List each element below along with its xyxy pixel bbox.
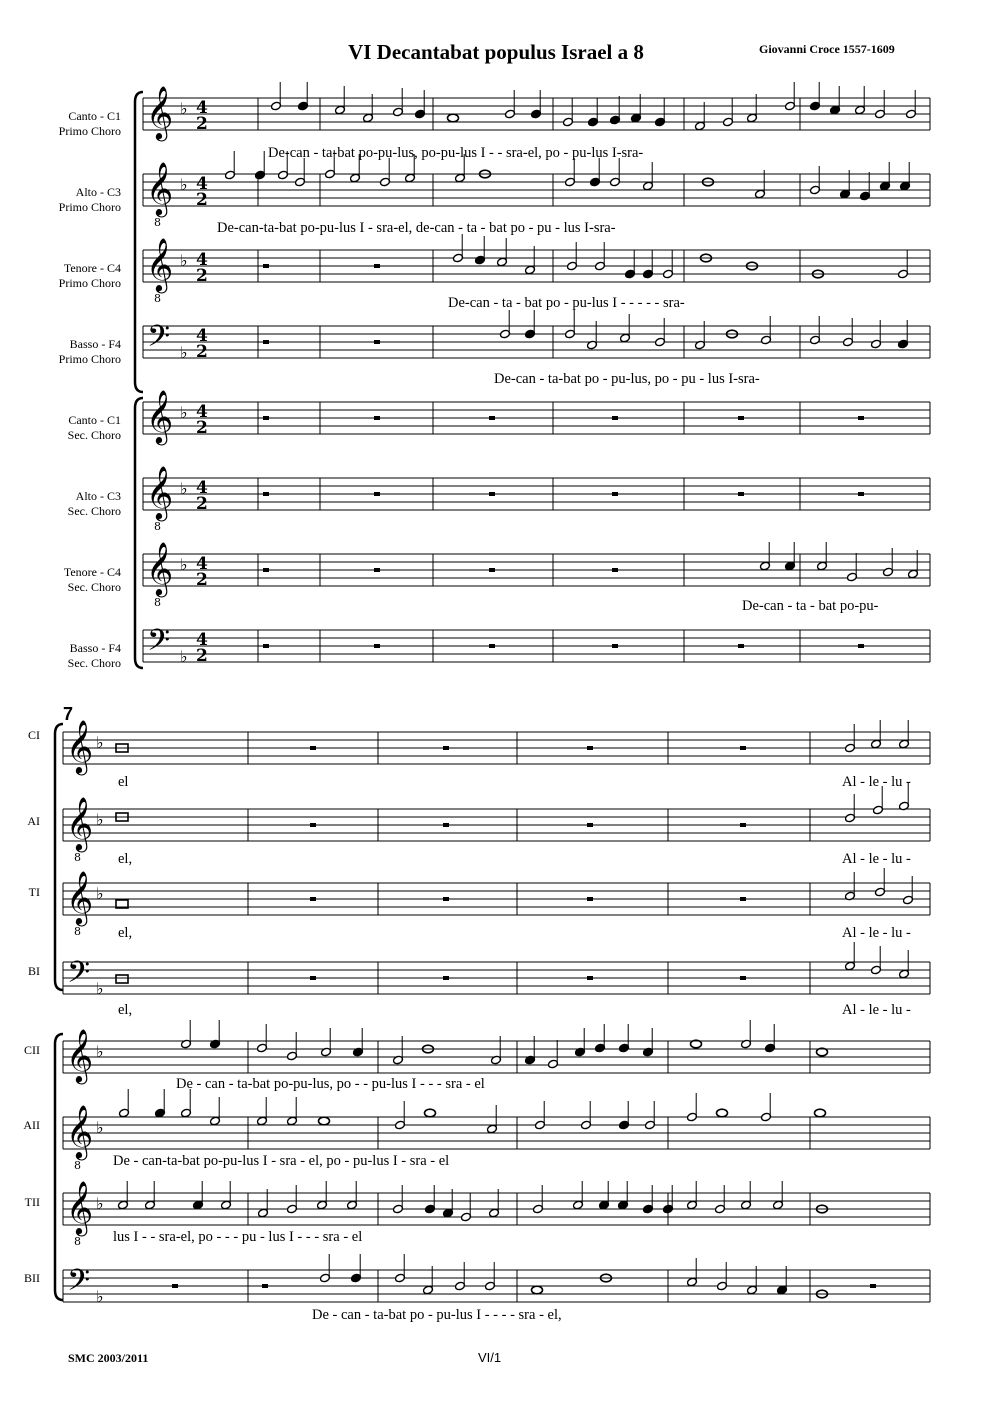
instrument-label: Alto - C3 Sec. Choro <box>67 489 121 518</box>
breve-rest-icon <box>587 976 593 980</box>
composer-credit: Giovanni Croce 1557-1609 <box>759 42 895 56</box>
breve-rest-icon <box>587 823 593 827</box>
instrument-label: CI <box>28 728 40 742</box>
lyric-line: De-can-ta-bat po-pu-lus I - sra-el, de-can - ta - bat po - pu - lus I-sra- <box>217 220 616 236</box>
breve-rest-icon <box>374 568 380 572</box>
octave-mark-icon: 8 <box>154 520 161 533</box>
lyric-line: el, <box>118 925 133 941</box>
treble-clef-icon: 𝄞 <box>66 796 94 850</box>
lyric-line: Al - le - lu - <box>842 925 911 941</box>
breve-rest-icon <box>870 1284 876 1288</box>
octave-mark-icon: 8 <box>74 851 81 864</box>
breve-rest-icon <box>740 976 746 980</box>
instrument-label: TII <box>24 1195 40 1209</box>
breve-rest-icon <box>374 492 380 496</box>
breve-rest-icon <box>310 976 316 980</box>
treble-clef-icon: 𝄞 <box>146 389 174 443</box>
time-signature-bottom: 2 <box>196 190 208 210</box>
flat-icon: ♭ <box>96 1118 104 1137</box>
treble-clef-icon: 𝄞 <box>66 870 94 924</box>
instrument-label: Alto - C3 Primo Choro <box>58 185 121 214</box>
octave-mark-icon: 8 <box>74 1159 81 1172</box>
time-signature-bottom: 2 <box>196 570 208 590</box>
breve-rest-icon <box>443 897 449 901</box>
treble-clef-icon: 𝄞 <box>146 541 174 595</box>
treble-clef-icon: 𝄞 <box>146 85 174 139</box>
note-whole <box>717 1109 728 1117</box>
breve-rest-icon <box>263 492 269 496</box>
lyric-line: el <box>118 774 129 790</box>
flat-icon: ♭ <box>96 733 104 752</box>
treble-clef-icon: 𝄞 <box>146 161 174 215</box>
breve-rest-icon <box>738 492 744 496</box>
breve-rest-icon <box>489 568 495 572</box>
breve-rest-icon <box>740 897 746 901</box>
treble-clef-icon: 𝄞 <box>66 1104 94 1158</box>
flat-icon: ♭ <box>96 1042 104 1061</box>
breve-rest-icon <box>587 746 593 750</box>
lyric-line: De - can-ta-bat po-pu-lus I - sra - el, po - pu-lus I - sra - el <box>113 1153 450 1169</box>
instrument-label: BI <box>28 964 40 978</box>
treble-clef-icon: 𝄞 <box>66 1180 94 1234</box>
system-bracket <box>55 724 63 990</box>
time-signature-top: 4 <box>196 174 208 194</box>
time-signature-top: 4 <box>196 554 208 574</box>
lyric-line: el, <box>118 851 133 867</box>
lyric-line: Al - le - lu - <box>842 774 911 790</box>
system-bracket <box>55 1034 63 1300</box>
instrument-label: Basso - F4 Sec. Choro <box>67 641 121 670</box>
breve-rest-icon <box>263 416 269 420</box>
treble-clef-icon: 𝄞 <box>146 465 174 519</box>
lyric-line: De-can - ta-bat po-pu-lus, po-pu-lus I - - sra-el, po - pu-lus I-sra- <box>268 145 644 161</box>
treble-clef-icon: 𝄞 <box>66 719 94 773</box>
time-signature-top: 4 <box>196 98 208 118</box>
footer-edition: SMC 2003/2011 <box>68 1351 149 1365</box>
breve-rest-icon <box>310 897 316 901</box>
time-signature-bottom: 2 <box>196 646 208 666</box>
time-signature-top: 4 <box>196 478 208 498</box>
flat-icon: ♭ <box>180 555 188 574</box>
flat-icon: ♭ <box>180 403 188 422</box>
breve-rest-icon <box>443 976 449 980</box>
page-number: VI/1 <box>478 1350 502 1365</box>
measure-number: 7 <box>63 704 74 724</box>
lyric-line: De-can - ta - bat po-pu- <box>742 598 879 614</box>
breve-rest-icon <box>489 416 495 420</box>
flat-icon: ♭ <box>96 979 104 998</box>
time-signature-bottom: 2 <box>196 342 208 362</box>
note-breve <box>116 975 128 983</box>
staff-lines-group <box>55 85 930 1306</box>
note-whole <box>448 114 459 122</box>
breve-rest-icon <box>310 823 316 827</box>
lyric-line: el, <box>118 1002 133 1018</box>
breve-rest-icon <box>612 568 618 572</box>
instrument-label: Tenore - C4 Sec. Choro <box>63 565 121 594</box>
lyric-line: De - can - ta-bat po - pu-lus I - - - - sra - el, <box>312 1307 562 1323</box>
treble-clef-icon: 𝄞 <box>146 237 174 291</box>
lyric-line: lus I - - sra-el, po - - - pu - lus I - - - sra - el <box>113 1229 363 1245</box>
breve-rest-icon <box>172 1284 178 1288</box>
breve-rest-icon <box>489 644 495 648</box>
breve-rest-icon <box>443 823 449 827</box>
note-whole <box>319 1117 330 1125</box>
instrument-label: CII <box>24 1043 40 1057</box>
breve-rest-icon <box>374 416 380 420</box>
piece-title: VI Decantabat populus Israel a 8 <box>348 40 644 64</box>
breve-rest-icon <box>740 746 746 750</box>
breve-rest-icon <box>374 644 380 648</box>
time-signature-top: 4 <box>196 630 208 650</box>
breve-rest-icon <box>310 746 316 750</box>
lyric-line: De - can - ta-bat po-pu-lus, po - - pu-lus I - - - sra - el <box>176 1076 485 1092</box>
instrument-label: TI <box>28 885 40 899</box>
instrument-label: BII <box>24 1271 40 1285</box>
flat-icon: ♭ <box>180 647 188 666</box>
instrument-label: AI <box>27 814 40 828</box>
lyric-line: De-can - ta-bat po - pu-lus, po - pu - lus I-sra- <box>494 371 760 387</box>
breve-rest-icon <box>263 568 269 572</box>
instrument-label: Canto - C1 Sec. Choro <box>67 413 121 442</box>
bass-clef-icon: 𝄢 <box>147 320 171 361</box>
time-signature-top: 4 <box>196 326 208 346</box>
note-whole <box>532 1286 543 1294</box>
octave-mark-icon: 8 <box>74 1235 81 1248</box>
breve-rest-icon <box>489 492 495 496</box>
breve-rest-icon <box>612 492 618 496</box>
time-signature-bottom: 2 <box>196 494 208 514</box>
flat-icon: ♭ <box>96 810 104 829</box>
notes-group <box>116 82 918 1298</box>
instrument-label: AII <box>23 1118 40 1132</box>
breve-rest-icon <box>858 416 864 420</box>
note-whole <box>425 1109 436 1117</box>
bass-clef-icon: 𝄢 <box>67 956 91 997</box>
flat-icon: ♭ <box>96 884 104 903</box>
bass-clef-icon: 𝄢 <box>67 1264 91 1305</box>
flat-icon: ♭ <box>180 99 188 118</box>
lyric-line: De-can - ta - bat po - pu-lus I - - - - - sra- <box>448 295 685 311</box>
octave-mark-icon: 8 <box>154 216 161 229</box>
time-signature-bottom: 2 <box>196 114 208 134</box>
flat-icon: ♭ <box>180 479 188 498</box>
breve-rest-icon <box>738 644 744 648</box>
note-whole <box>815 1109 826 1117</box>
time-signature-bottom: 2 <box>196 266 208 286</box>
flat-icon: ♭ <box>96 1194 104 1213</box>
instrument-label: Basso - F4 Primo Choro <box>58 337 121 366</box>
flat-icon: ♭ <box>96 1287 104 1306</box>
lyric-line: Al - le - lu - <box>842 851 911 867</box>
bass-clef-icon: 𝄢 <box>147 624 171 665</box>
instrument-label: Tenore - C4 Primo Choro <box>58 261 121 290</box>
breve-rest-icon <box>612 416 618 420</box>
flat-icon: ♭ <box>180 343 188 362</box>
flat-icon: ♭ <box>180 251 188 270</box>
time-signature-bottom: 2 <box>196 418 208 438</box>
system-bracket <box>135 92 143 392</box>
breve-rest-icon <box>587 897 593 901</box>
treble-clef-icon: 𝄞 <box>66 1028 94 1082</box>
breve-rest-icon <box>858 644 864 648</box>
breve-rest-icon <box>374 264 380 268</box>
breve-rest-icon <box>738 416 744 420</box>
breve-rest-icon <box>374 340 380 344</box>
lyric-line: Al - le - lu - <box>842 1002 911 1018</box>
breve-rest-icon <box>262 1284 268 1288</box>
breve-rest-icon <box>263 644 269 648</box>
time-signature-top: 4 <box>196 250 208 270</box>
octave-mark-icon: 8 <box>74 925 81 938</box>
octave-mark-icon: 8 <box>154 292 161 305</box>
breve-rest-icon <box>443 746 449 750</box>
instrument-label: Canto - C1 Primo Choro <box>58 109 121 138</box>
breve-rest-icon <box>612 644 618 648</box>
system-bracket <box>135 398 143 668</box>
time-signature-top: 4 <box>196 402 208 422</box>
breve-rest-icon <box>740 823 746 827</box>
breve-rest-icon <box>263 264 269 268</box>
breve-rest-icon <box>263 340 269 344</box>
octave-mark-icon: 8 <box>154 596 161 609</box>
flat-icon: ♭ <box>180 175 188 194</box>
breve-rest-icon <box>858 492 864 496</box>
